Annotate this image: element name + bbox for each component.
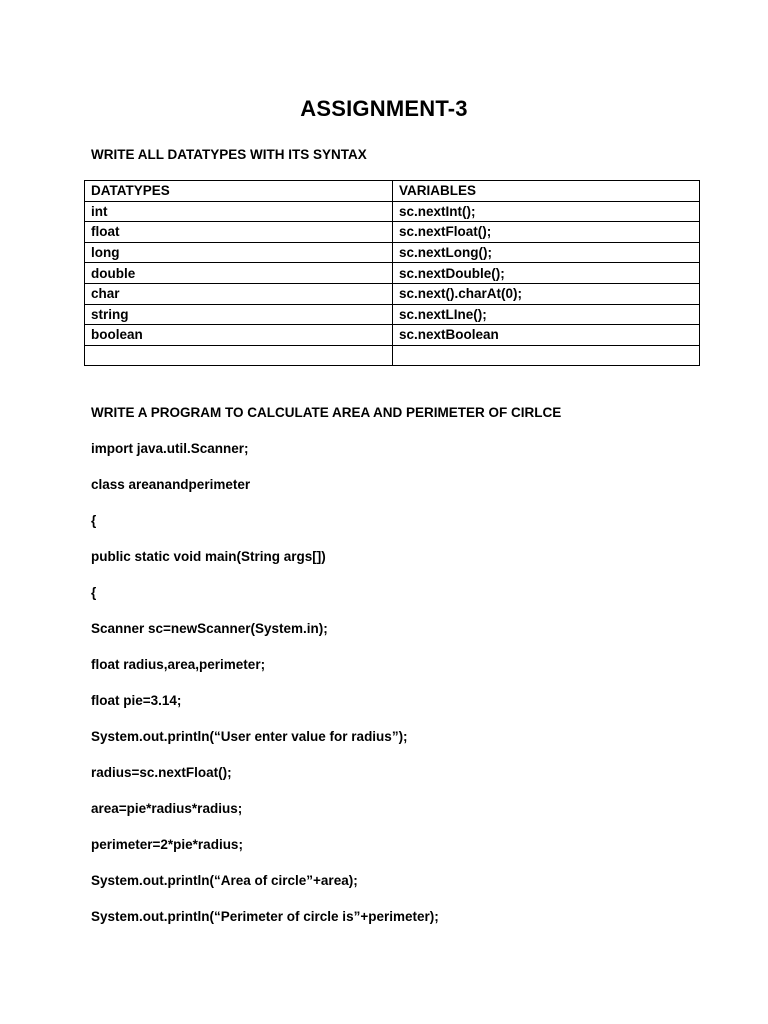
datatypes-table — [84, 180, 700, 366]
code-line: { — [91, 585, 97, 600]
table-cell-variable: sc.next().charAt(0); — [393, 283, 700, 304]
section-heading-program: WRITE A PROGRAM TO CALCULATE AREA AND PERIMETER OF CIRLCE — [91, 405, 562, 420]
code-line: public static void main(String args[]) — [91, 549, 326, 564]
table-cell-variable: sc.nextLong(); — [393, 242, 700, 263]
table-row — [85, 283, 700, 304]
code-line: Scanner sc=newScanner(System.in); — [91, 621, 328, 636]
table-cell-variable: sc.nextFloat(); — [393, 222, 700, 243]
table-row — [85, 263, 700, 284]
table-cell-datatype: char — [85, 283, 393, 304]
table-cell-datatype: int — [85, 201, 393, 222]
code-line: import java.util.Scanner; — [91, 441, 249, 456]
code-line: System.out.println(“Area of circle”+area); — [91, 873, 358, 888]
table-cell-datatype: string — [85, 304, 393, 325]
code-line: class areanandperimeter — [91, 477, 251, 492]
code-line: float radius,area,perimeter; — [91, 657, 266, 672]
table-cell-datatype — [85, 345, 393, 366]
table-cell-datatype: double — [85, 263, 393, 284]
section-heading-datatypes: WRITE ALL DATATYPES WITH ITS SYNTAX — [91, 147, 367, 162]
document-title: ASSIGNMENT-3 — [300, 96, 468, 121]
table-row-empty — [85, 345, 700, 366]
table-header-datatypes: DATATYPES — [85, 181, 393, 202]
table-row — [85, 222, 700, 243]
table-row — [85, 201, 700, 222]
code-line: float pie=3.14; — [91, 693, 182, 708]
program-code-block — [91, 440, 439, 944]
table-cell-variable: sc.nextDouble(); — [393, 263, 700, 284]
table-row — [85, 242, 700, 263]
table-cell-variable: sc.nextInt(); — [393, 201, 700, 222]
table-row — [85, 325, 700, 346]
code-line: radius=sc.nextFloat(); — [91, 765, 232, 780]
table-row — [85, 304, 700, 325]
table-header-variables: VARIABLES — [393, 181, 700, 202]
table-cell-datatype: float — [85, 222, 393, 243]
code-line: { — [91, 513, 97, 528]
code-line: area=pie*radius*radius; — [91, 801, 243, 816]
table-cell-variable: sc.nextLIne(); — [393, 304, 700, 325]
table-cell-variable: sc.nextBoolean — [393, 325, 700, 346]
code-line: System.out.println(“Perimeter of circle is”+perimeter); — [91, 909, 439, 924]
code-line: perimeter=2*pie*radius; — [91, 837, 243, 852]
code-line: System.out.println(“User enter value for radius”); — [91, 729, 408, 744]
table-header-row — [85, 181, 700, 202]
table-cell-datatype: long — [85, 242, 393, 263]
table-cell-variable — [393, 345, 700, 366]
table-cell-datatype: boolean — [85, 325, 393, 346]
